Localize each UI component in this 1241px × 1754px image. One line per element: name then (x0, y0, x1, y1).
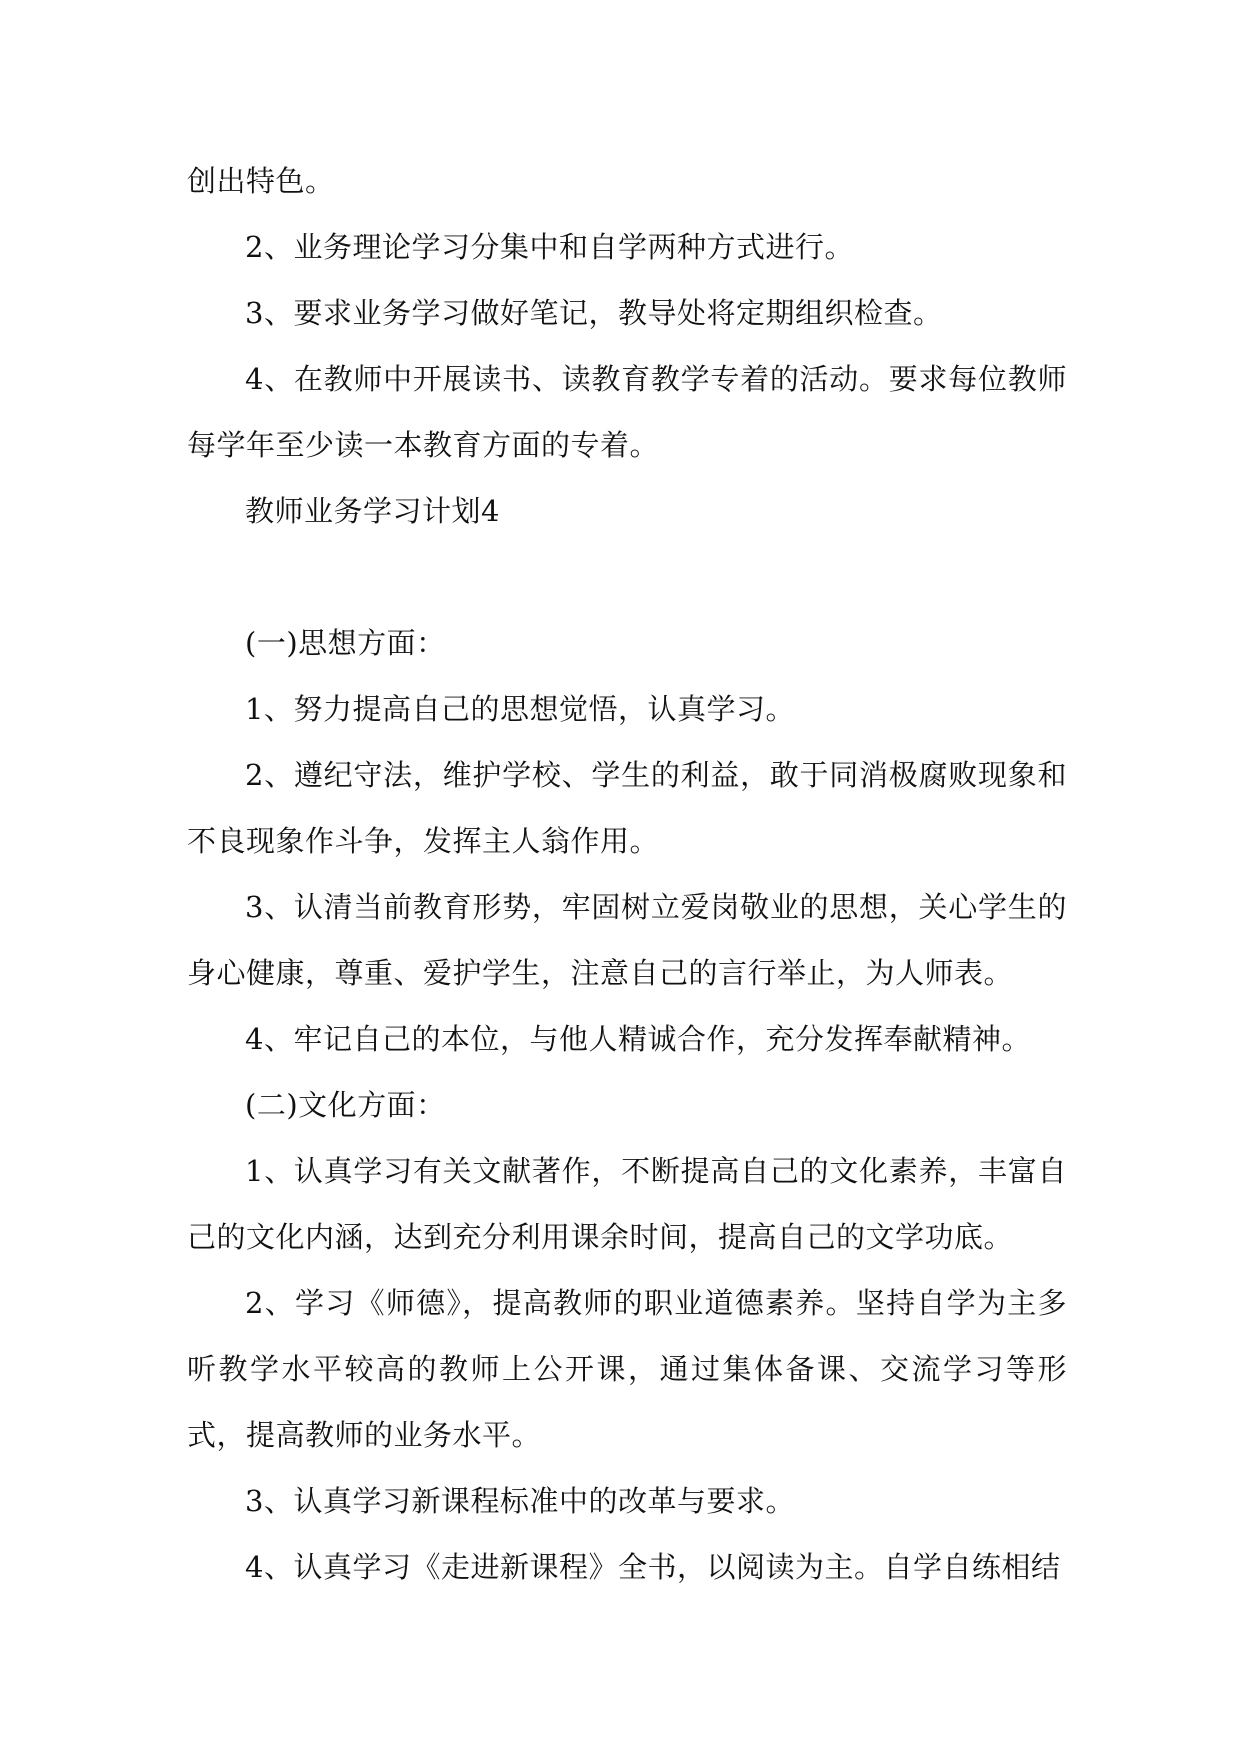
paragraph-continuation: 创出特色。 (187, 164, 335, 198)
document-body (187, 148, 1067, 1600)
paragraph-item: 2、学习《师德》，提高教师的职业道德素养。坚持自学为主多听教学水平较高的教师上公开课，通过集体备课、交流学习等形式，提高教师的业务水平。 (187, 1286, 1067, 1452)
paragraph-item: 4、牢记自己的本位，与他人精诚合作，充分发挥奉献精神。 (245, 1022, 1031, 1056)
paragraph-item: 1、认真学习有关文献著作，不断提高自己的文化素养，丰富自己的文化内涵，达到充分利用课余时间，提高自己的文学功底。 (187, 1154, 1067, 1254)
paragraph-item: 3、认真学习新课程标准中的改革与要求。 (245, 1484, 795, 1518)
blank-line (187, 544, 1067, 610)
subsection-heading: (一)思想方面： (245, 626, 446, 660)
section-title: 教师业务学习计划4 (245, 494, 500, 528)
paragraph-item: 3、要求业务学习做好笔记，教导处将定期组织检查。 (245, 296, 943, 330)
paragraph-item: 1、努力提高自己的思想觉悟，认真学习。 (245, 692, 795, 726)
paragraph-item: 2、业务理论学习分集中和自学两种方式进行。 (245, 230, 854, 264)
subsection-heading: (二)文化方面： (245, 1088, 446, 1122)
paragraph-item: 4、认真学习《走进新课程》全书，以阅读为主。自学自练相结 (245, 1550, 1061, 1584)
paragraph-item: 3、认清当前教育形势，牢固树立爱岗敬业的思想，关心学生的身心健康，尊重、爱护学生，注意自己的言行举止，为人师表。 (187, 890, 1067, 990)
paragraph-item: 4、在教师中开展读书、读教育教学专着的活动。要求每位教师每学年至少读一本教育方面的专着。 (187, 362, 1067, 462)
paragraph-item: 2、遵纪守法，维护学校、学生的利益，敢于同消极腐败现象和不良现象作斗争，发挥主人翁作用。 (187, 758, 1067, 858)
